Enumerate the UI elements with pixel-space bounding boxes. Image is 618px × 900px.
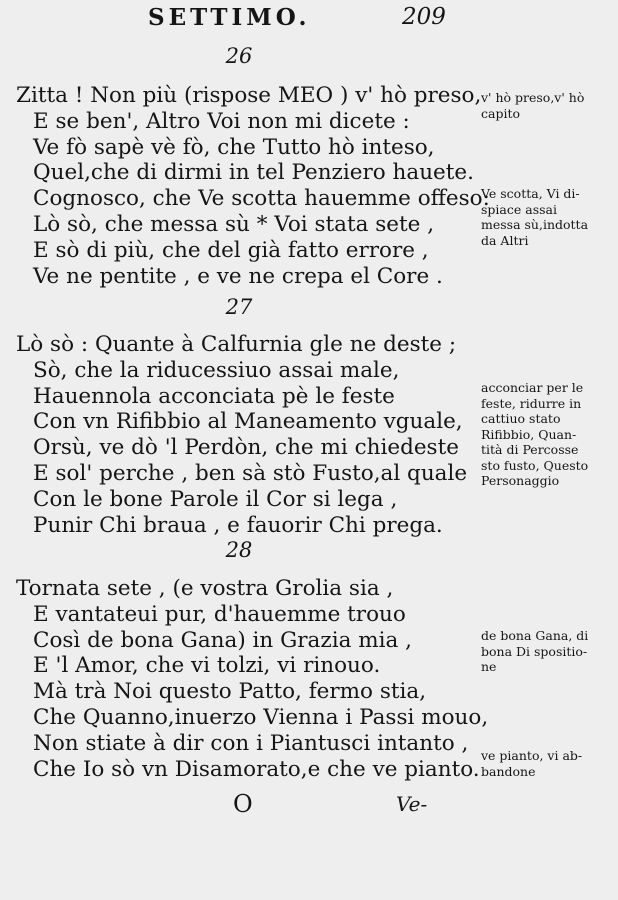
stanza-number: 28	[225, 538, 253, 562]
stanza	[16, 332, 478, 538]
verse-line: Lò sò, che messa sù * Voi stata sete ,	[33, 211, 435, 237]
verse-line: Ve fò sapè vè fò, che Tutto hò inteso,	[33, 134, 435, 160]
stanza-number: 27	[225, 295, 253, 319]
running-title: SETTIMO.	[148, 4, 311, 31]
verse-line: E sol' perche , ben sà stò Fusto,al quale	[33, 460, 468, 486]
verse-line: Cognosco, che Ve scotta hauemme offeso:	[33, 186, 490, 212]
stanza-number: 26	[225, 44, 253, 68]
verse-line: E vantateui pur, d'hauemme trouo	[33, 601, 406, 627]
stanza	[16, 83, 490, 289]
margin-gloss: de bona Gana, di bona Di spositio- ne	[481, 628, 589, 674]
verse-line: Che Io sò vn Disamorato,e che ve pianto.	[33, 756, 480, 782]
verse-line: Che Quanno,inuerzo Vienna i Passi mouo,	[33, 704, 489, 730]
verse-line: Con le bone Parole il Cor si lega ,	[33, 486, 398, 512]
margin-gloss: ve pianto, vi ab- bandone	[481, 748, 583, 779]
stanza	[16, 576, 489, 782]
margin-gloss: v' hò preso,v' hò capito	[481, 90, 585, 121]
verse-line: Lò sò : Quante à Calfurnia gle ne deste ;	[16, 332, 457, 357]
verse-line: Ve ne pentite , e ve ne crepa el Core .	[33, 263, 443, 289]
verse-line: Sò, che la riducessiuo assai male,	[33, 357, 400, 383]
page-number: 209	[402, 4, 446, 30]
verse-line: E sò di più, che del già fatto errore ,	[33, 237, 429, 263]
signature-mark: O	[233, 790, 253, 818]
verse-line: E 'l Amor, che vi tolzi, vi rinouo.	[33, 653, 381, 679]
verse-line: Zitta ! Non più (rispose MEO ) v' hò preso,	[16, 83, 482, 108]
verse-line: Così de bona Gana) in Grazia mia ,	[33, 627, 412, 653]
verse-line: Hauennola acconciata pè le feste	[33, 383, 395, 409]
verse-line: Tornata sete , (e vostra Grolia sia ,	[16, 576, 394, 601]
verse-line: Mà trà Noi questo Patto, fermo stia,	[33, 679, 427, 705]
verse-line: Orsù, ve dò 'l Perdòn, che mi chiedeste	[33, 435, 459, 461]
margin-gloss: acconciar per le feste, ridurre in cattiuo stato Rifibbio, Quan- tità di Percosse sto fusto, Questo Personaggio	[481, 380, 589, 488]
verse-line: Punir Chi braua , e fauorir Chi prega.	[33, 512, 443, 538]
verse-line: E se ben', Altro Voi non mi dicete :	[33, 108, 410, 134]
catchword: Ve-	[396, 792, 428, 816]
margin-gloss: Ve scotta, Vi di- spiace assai messa sù,indotta da Altri	[481, 186, 589, 248]
verse-line: Non stiate à dir con i Piantusci intanto ,	[33, 730, 469, 756]
verse-line: Quel,che di dirmi in tel Penziero hauete.	[33, 160, 474, 186]
verse-line: Con vn Rifibbio al Maneamento vguale,	[33, 409, 463, 435]
